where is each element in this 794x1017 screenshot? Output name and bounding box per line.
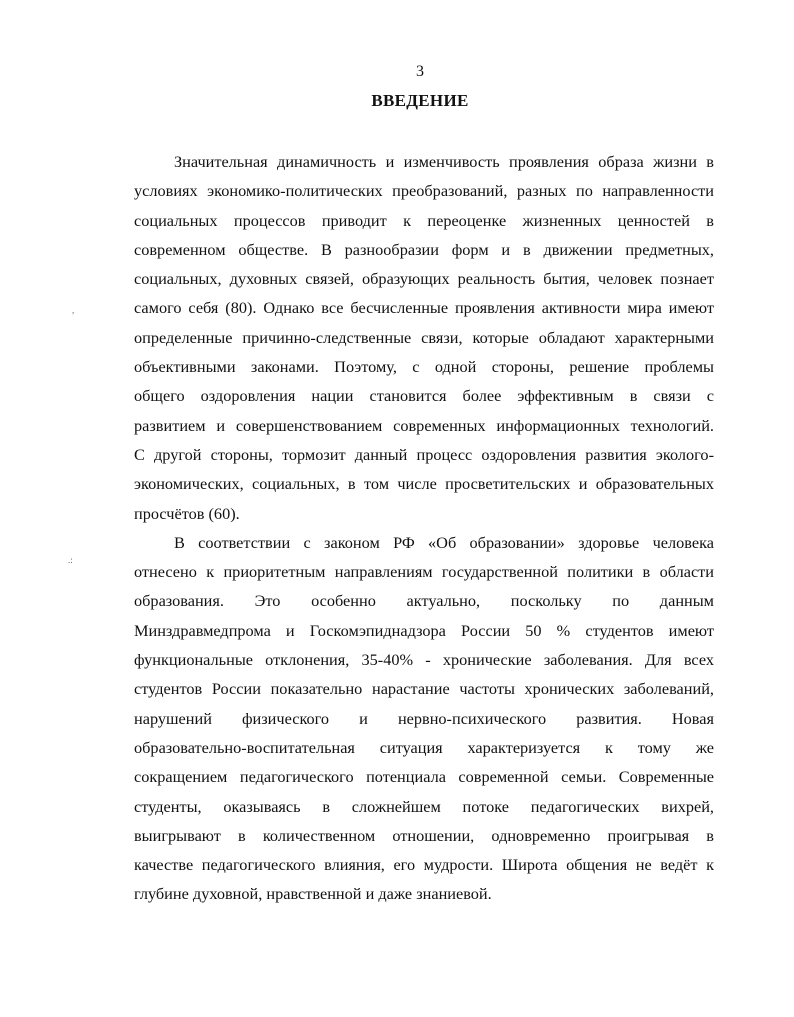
- text-line: условиях экономико-политических преобразований, разных по направленности: [134, 181, 714, 201]
- text-line: определенные причинно-следственные связи, которые обладают характерными: [134, 327, 714, 347]
- text-line: выигрывают в количественном отношении, одновременно проигрывая в: [134, 825, 714, 845]
- text-line: нарушений физического и нервно-психического развития. Новая: [134, 708, 714, 728]
- text-line: С другой стороны, тормозит данный процесс оздоровления развития эколого-: [134, 444, 714, 464]
- text-line: образовательно-воспитательная ситуация характеризуется к тому же: [134, 737, 714, 757]
- scan-speck: .:: [68, 555, 73, 565]
- text-line: отнесено к приоритетным направлениям государственной политики в области: [134, 562, 714, 582]
- text-line: глубине духовной, нравственной и даже знаниевой.: [134, 884, 492, 904]
- text-line: современном обществе. В разнообразии форм и в движении предметных,: [134, 239, 714, 259]
- text-line: Минздравмедпрома и Госкомэпиднадзора России 50 % студентов имеют: [134, 620, 714, 640]
- text-line: В соответствии с законом РФ «Об образовании» здоровье человека: [174, 532, 714, 552]
- text-line: развитием и совершенствованием современных информационных технологий.: [134, 415, 714, 435]
- text-line: сокращением педагогического потенциала современной семьи. Современные: [134, 767, 714, 787]
- text-line: функциональные отклонения, 35-40% - хронические заболевания. Для всех: [134, 650, 714, 670]
- paragraph-1: [134, 147, 714, 528]
- text-line: студентов России показательно нарастание частоты хронических заболеваний,: [134, 679, 714, 699]
- page-number: 3: [416, 63, 424, 80]
- scan-speck: ,: [72, 305, 75, 315]
- text-line: самого себя (80). Однако все бесчисленные проявления активности мира имеют: [134, 298, 714, 318]
- text-line: Значительная динамичность и изменчивость проявления образа жизни в: [174, 152, 714, 171]
- text-line: студенты, оказываясь в сложнейшем потоке педагогических вихрей,: [134, 796, 714, 816]
- text-line: социальных процессов приводит к переоценке жизненных ценностей в: [134, 210, 714, 230]
- text-line: просчётов (60).: [134, 503, 240, 523]
- text-line: общего оздоровления нации становится более эффективным в связи с: [134, 386, 714, 406]
- text-line: экономических, социальных, в том числе просветительских и образовательных: [134, 474, 714, 494]
- text-line: объективными законами. Поэтому, с одной стороны, решение проблемы: [134, 357, 714, 377]
- section-heading: ВВЕДЕНИЕ: [371, 91, 469, 110]
- text-line: образования. Это особенно актуально, поскольку по данным: [134, 591, 714, 611]
- text-line: социальных, духовных связей, образующих реальность бытия, человек познает: [134, 269, 714, 289]
- body-text: [134, 147, 714, 909]
- text-line: качестве педагогического влияния, его мудрости. Широта общения не ведёт к: [134, 855, 714, 875]
- paragraph-2: [134, 528, 714, 909]
